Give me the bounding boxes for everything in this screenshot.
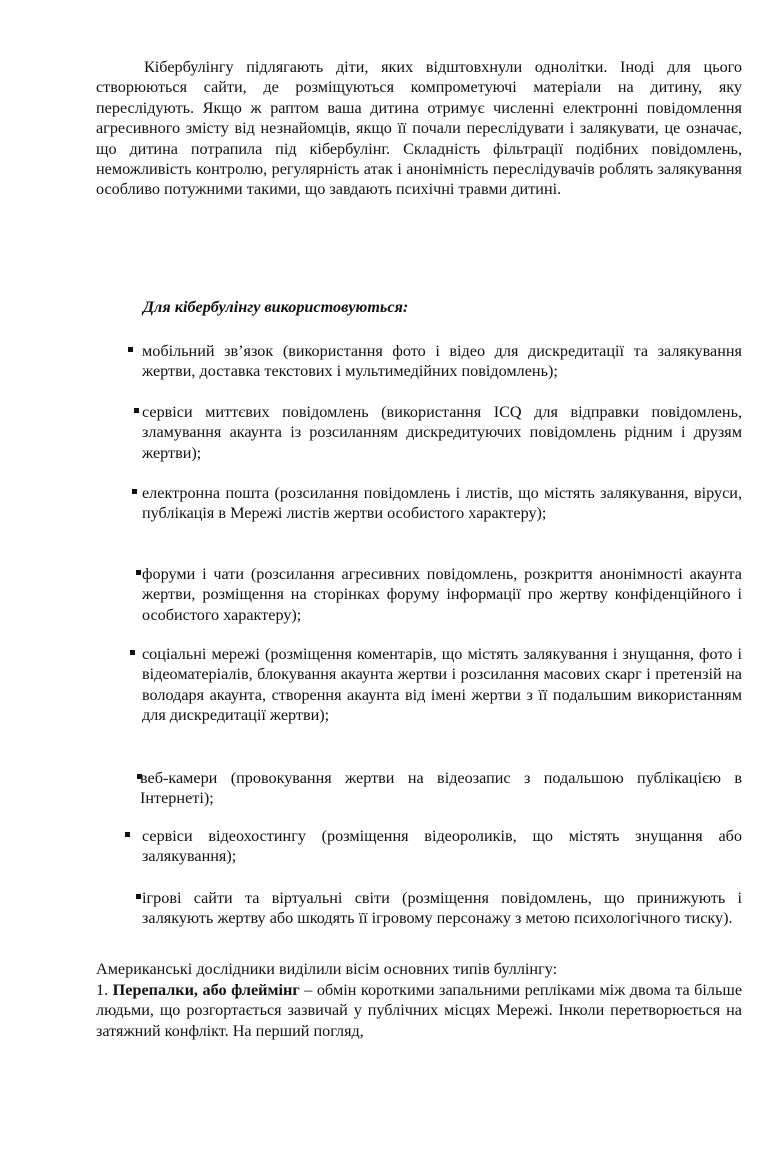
type-1-term: Перепалки, або флеймінг [112,981,300,999]
list-item-email: електронна пошта (розсилання повідомлень і листів, що містять залякування, віруси, публікація в Мережі листів жертви особистого характеру); [142,484,742,523]
type-1-number: 1. [96,981,109,999]
list-item-messengers: сервіси миттєвих повідомлень (використання ICQ для відправки повідомлень, зламування акаунта із розсиланням дискредитуючих повідомлень рідним і друзям жертви); [142,403,742,462]
bullet-icon [136,894,141,899]
list-item-forums: форуми і чати (розсилання агресивних повідомлень, розкриття анонімності акаунта жертви, розміщення на сторінках форуму інформації про жертву конфіденційного і особистого характеру); [142,565,742,624]
intro-paragraph: Кібербулінгу підлягають діти, яких відштовхнули однолітки. Іноді для цього створюються сайти, де розміщуються компрометуючі матеріали на дитину, яку переслідують. Якщо ж раптом ваша дитина отримує численні електронні повідомлення агресивного змісту від незнайомців, якщо її почали переслідувати і залякувати, це означає, що дитина потрапила під кібербулінг. Складність фільтрації подібних повідомлень, неможливість контролю, регулярність атак і анонімність переслідувачів роблять залякування особливо потужними такими, що завдають психічні травми дитині. [96,58,742,199]
bullet-icon [134,408,139,413]
type-1-text: – обмін короткими запальними репліками між двома та більше людьми, що розгортається зазвичай у публічних місцях Мережі. Інколи перетворюється на затяжний конфлікт. На перший погляд, [96,981,743,1040]
bullet-icon [128,347,133,352]
list-item-video-hosting: сервіси відеохостингу (розміщення відеороликів, що містять знущання або залякування); [142,827,742,866]
bullet-icon [132,489,137,494]
list-item-games: ігрові сайти та віртуальні світи (розміщення повідомлень, що принижують і залякують жертву або шкодять її ігровому персонажу з метою психологічного тиску). [142,889,742,928]
list-item-mobile: мобільний зв’язок (використання фото і відео для дискредитації та залякування жертви, доставка текстових і мультимедійних повідомлень); [142,342,742,381]
bullet-icon [130,650,135,655]
bullet-icon [125,832,130,837]
bullet-icon [136,570,141,575]
list-item-social: соціальні мережі (розміщення коментарів, що містять залякування і знущання, фото і відеоматеріалів, блокування акаунта жертви і розсилання масових скарг і претензій на володаря акаунта, створення акаунта від імені жертви з її подальшим використанням для дискредитації жертви); [142,645,742,725]
list-heading: Для кібербулінгу використовуються: [143,298,409,316]
list-item-webcams: веб-камери (провокування жертви на відеозапис з подальшою публікацією в Інтернеті); [140,769,742,808]
type-1-paragraph [96,980,742,1041]
types-intro: Американські дослідники виділили вісім основних типів буллінгу: [96,960,558,978]
